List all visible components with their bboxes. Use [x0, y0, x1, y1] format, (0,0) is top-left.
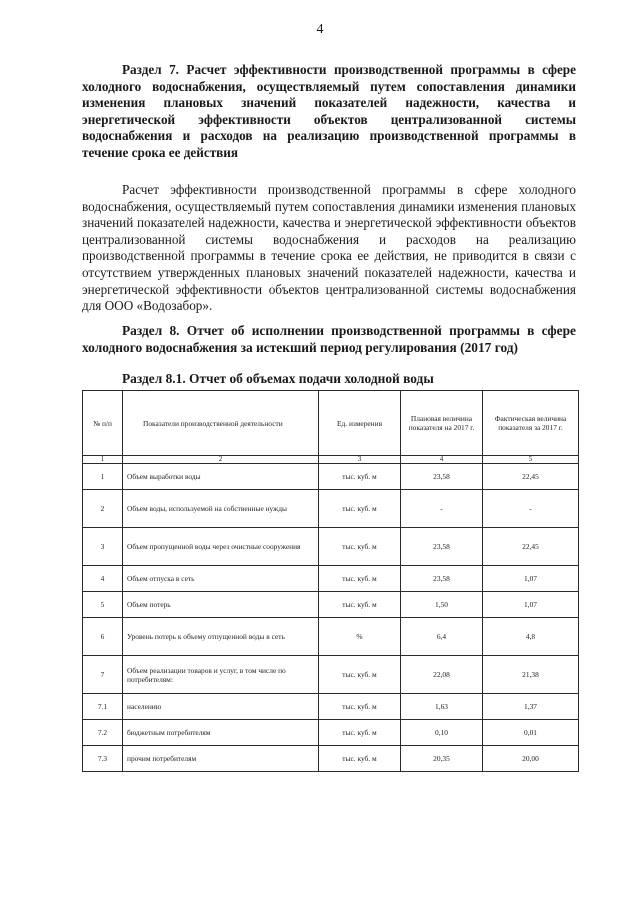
header-unit: Ед. измерения: [319, 391, 401, 456]
row-unit-cell: тыс. куб. м: [319, 720, 401, 746]
row-indicator-cell: Уровень потерь к объему отпущенной воды в сеть: [123, 618, 319, 656]
section-8-heading-text: Раздел 8. Отчет об исполнении производственной программы в сфере холодного водоснабжения за истекший период регулирования (2017 год): [82, 323, 576, 355]
row-plan-cell: 20,35: [401, 746, 483, 772]
row-fact-cell: 0,01: [483, 720, 579, 746]
section-7-heading-text: Раздел 7. Расчет эффективности производственной программы в сфере холодного водоснабжения, осуществляемый путем сопоставления динамики изменения плановых значений показателей надежности, качества и энергетической эффективности объектов централизованной системы водоснабжения и расходов на реализацию производственной программы в течение срока ее действия: [82, 62, 576, 160]
row-unit-cell: тыс. куб. м: [319, 746, 401, 772]
row-fact-cell: 4,8: [483, 618, 579, 656]
table-row: [83, 618, 579, 656]
water-supply-table: [82, 390, 579, 772]
row-num-cell: 7.3: [83, 746, 123, 772]
row-fact-cell: 1,37: [483, 694, 579, 720]
row-unit-cell: тыс. куб. м: [319, 694, 401, 720]
row-fact-cell: 1,07: [483, 592, 579, 618]
row-unit-cell: тыс. куб. м: [319, 566, 401, 592]
table-header-row: [83, 391, 579, 456]
row-plan-cell: 23,58: [401, 566, 483, 592]
table-index-row: [83, 456, 579, 464]
row-plan-cell: -: [401, 490, 483, 528]
row-indicator-cell: бюджетным потребителям: [123, 720, 319, 746]
index-cell: 5: [483, 456, 579, 464]
row-plan-cell: 1,63: [401, 694, 483, 720]
row-fact-cell: 1,07: [483, 566, 579, 592]
row-unit-cell: тыс. куб. м: [319, 528, 401, 566]
index-cell: 2: [123, 456, 319, 464]
row-num-cell: 4: [83, 566, 123, 592]
row-num-cell: 5: [83, 592, 123, 618]
row-unit-cell: тыс. куб. м: [319, 592, 401, 618]
table-row: [83, 720, 579, 746]
section-7-body: [82, 182, 576, 315]
row-num-cell: 6: [83, 618, 123, 656]
row-unit-cell: %: [319, 618, 401, 656]
row-indicator-cell: Объем потерь: [123, 592, 319, 618]
row-indicator-cell: Объем реализации товаров и услуг, в том числе по потребителям:: [123, 656, 319, 694]
index-cell: 3: [319, 456, 401, 464]
table-row: [83, 592, 579, 618]
page-number: 4: [316, 22, 324, 37]
row-unit-cell: тыс. куб. м: [319, 490, 401, 528]
section-7-body-text: Расчет эффективности производственной программы в сфере холодного водоснабжения, осуществляемый путем сопоставления динамики изменения плановых значений показателей надежности, качества и энергетической эффективности объектов централизованной системы водоснабжения и расходов на реализацию производственной программы в течение срока ее действия, не приводится в связи с отсутствием утвержденных плановых значений показателей надежности, качества и энергетической эффективности объектов централизованной системы водоснабжения для ООО «Водозабор».: [82, 182, 576, 314]
row-num-cell: 1: [83, 464, 123, 490]
table-row: [83, 656, 579, 694]
row-indicator-cell: населению: [123, 694, 319, 720]
table-row: [83, 464, 579, 490]
row-plan-cell: 0,10: [401, 720, 483, 746]
table-row: [83, 490, 579, 528]
row-plan-cell: 6,4: [401, 618, 483, 656]
table-row: [83, 566, 579, 592]
header-fact: Фактическая величина показателя за 2017 г.: [483, 391, 579, 456]
row-num-cell: 2: [83, 490, 123, 528]
row-fact-cell: 22,45: [483, 528, 579, 566]
row-indicator-cell: Объем отпуска в сеть: [123, 566, 319, 592]
row-indicator-cell: Объем пропущенной воды через очистные сооружения: [123, 528, 319, 566]
index-cell: 4: [401, 456, 483, 464]
row-indicator-cell: Объем воды, используемой на собственные нужды: [123, 490, 319, 528]
row-num-cell: 7: [83, 656, 123, 694]
row-indicator-cell: Объем выработки воды: [123, 464, 319, 490]
row-plan-cell: 22,08: [401, 656, 483, 694]
row-plan-cell: 23,58: [401, 464, 483, 490]
row-fact-cell: 21,38: [483, 656, 579, 694]
row-plan-cell: 23,58: [401, 528, 483, 566]
header-num: № п/п: [83, 391, 123, 456]
row-plan-cell: 1,50: [401, 592, 483, 618]
row-fact-cell: -: [483, 490, 579, 528]
row-fact-cell: 20,00: [483, 746, 579, 772]
table-row: [83, 528, 579, 566]
header-plan: Плановая величина показателя на 2017 г.: [401, 391, 483, 456]
row-indicator-cell: прочим потребителям: [123, 746, 319, 772]
index-cell: 1: [83, 456, 123, 464]
row-unit-cell: тыс. куб. м: [319, 656, 401, 694]
row-fact-cell: 22,45: [483, 464, 579, 490]
row-unit-cell: тыс. куб. м: [319, 464, 401, 490]
row-num-cell: 7.1: [83, 694, 123, 720]
section-7-heading: [82, 62, 576, 161]
section-8-heading: [82, 322, 576, 356]
table-row: [83, 694, 579, 720]
row-num-cell: 7.2: [83, 720, 123, 746]
header-indicator: Показатели производственной деятельности: [123, 391, 319, 456]
table-row: [83, 746, 579, 772]
section-8-1-heading: Раздел 8.1. Отчет об объемах подачи холодной воды: [122, 371, 434, 386]
row-num-cell: 3: [83, 528, 123, 566]
